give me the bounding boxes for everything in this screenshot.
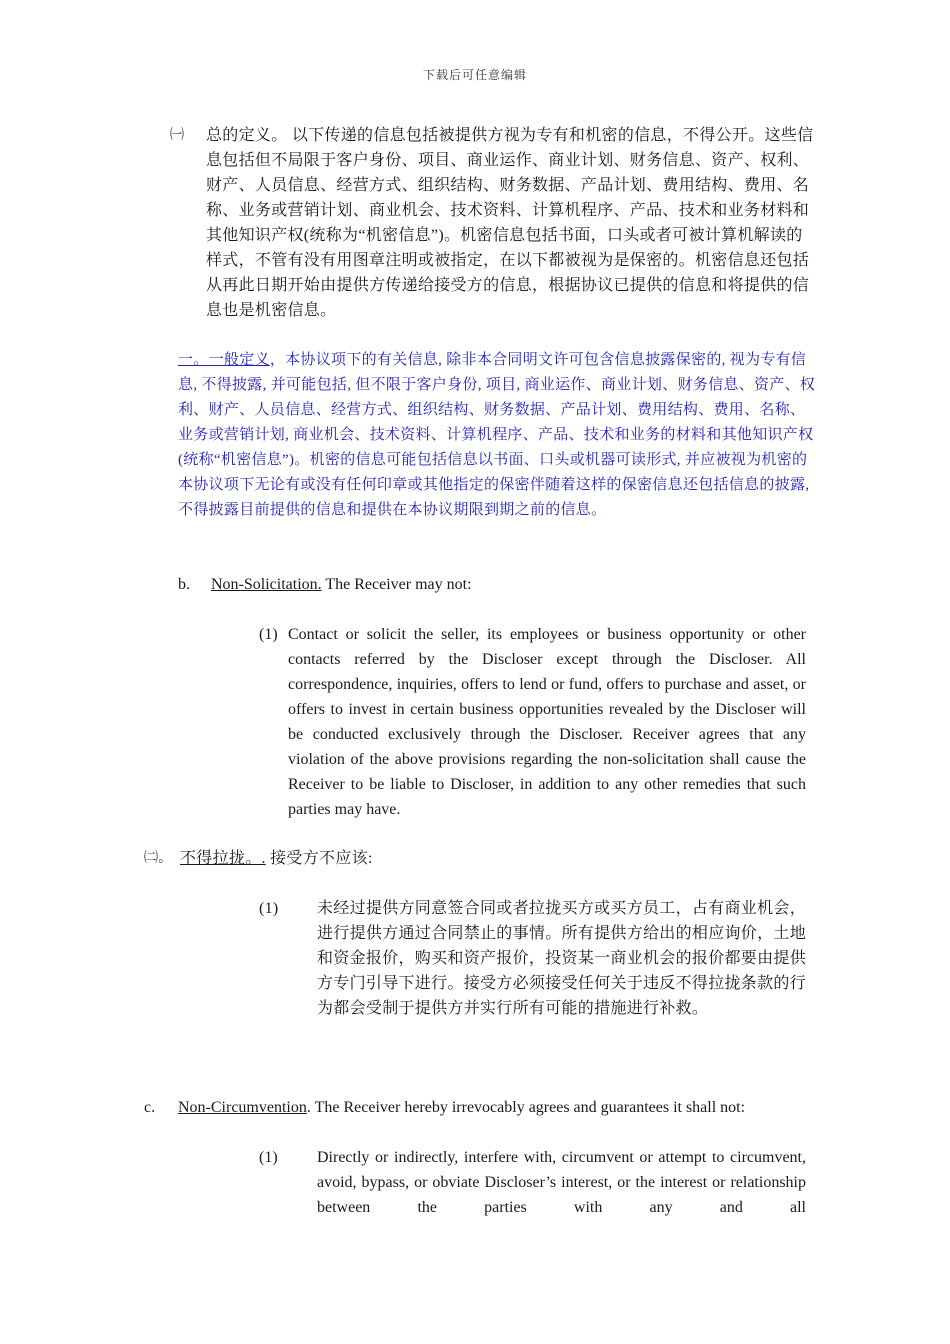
section-marker: ㈠ <box>170 128 185 143</box>
item-marker: (1) <box>259 626 278 643</box>
section-general-definition <box>0 123 950 323</box>
section-non-solicitation <box>0 572 950 602</box>
section-marker: c. <box>144 1099 156 1116</box>
section-marker: ㈡。 <box>144 851 173 866</box>
section-body: ，本协议项下的有关信息, 除非本合同明文许可包含信息披露保密的, 视为专有信息, 不得披露, 并可能包括, 但不限于客户身份, 项目, 商业运作、商业计划、财务信息、资产、权利、财产、人员信息、经营方式、组织结构、财务数据、产品计划、费用结构、费用、名称、业务或营销计划, 商业机会、技术资料、计算机程序、产品、技术和业务的材料和其他知识产权(统称“机密信息”)。机密的信息可能包括信息以书面、口头或机器可读形式, 并应被视为机密的本协议项下无论有或没有任何印章或其他指定的保密伴随着这样的保密信息还包括信息的披露, 不得披露目前提供的信息和提供在本协议期限到期之前的信息。 <box>178 352 816 518</box>
section-title: 不得拉拢。. <box>180 850 266 867</box>
list-item <box>0 896 950 1056</box>
section-title: 总的定义。 <box>206 127 288 144</box>
section-lead: The Receiver may not: <box>321 576 472 593</box>
section-marker: b. <box>178 576 190 593</box>
item-marker: (1) <box>259 1149 278 1166</box>
section-title: 一。一般定义 <box>178 352 270 368</box>
section-non-solicitation-cn <box>0 846 950 876</box>
item-text: Contact or solicit the seller, its employees or business opportunity or other contacts referred by the Discloser except through the Discloser. All correspondence, inquiries, offers to lend or fund, offers to purchase and asset, or offers to invest in certain business opportunities revealed by the Discloser will be conducted exclusively through the Discloser. Receiver agrees that any violation of the above provisions regarding the non-solicitation shall cause the Receiver to be liable to Discloser, in addition to any other remedies that such parties may have. <box>288 626 806 818</box>
item-marker: (1) <box>259 900 279 917</box>
section-lead: 接受方不应该: <box>265 850 373 867</box>
section-body: 以下传递的信息包括被提供方视为专有和机密的信息，不得公开。这些信息包括但不局限于客户身份、项目、商业运作、商业计划、财务信息、资产、权利、财产、人员信息、经营方式、组织结构、财务数据、产品计划、费用结构、费用、名称、业务或营销计划、商业机会、技术资料、计算机程序、产品、技术和业务材料和其他知识产权(统称为“机密信息”)。机密信息包括书面，口头或者可被计算机解读的样式，不管有没有用图章注明或被指定，在以下都被视为是保密的。机密信息还包括从再此日期开始由提供方传递给接受方的信息，根据协议已提供的信息和将提供的信息也是机密信息。 <box>206 127 814 319</box>
section-title: Non-Circumvention <box>178 1099 307 1116</box>
section-general-definition-alt <box>178 348 818 548</box>
item-text: 未经过提供方同意签合同或者拉拢买方或买方员工，占有商业机会，进行提供方通过合同禁止的事情。所有提供方给出的相应询价，土地和资金报价，购买和资产报价，投资某一商业机会的报价都要由提供方专门引导下进行。接受方必须接受任何关于违反不得拉拢条款的行为都会受制于提供方并实行所有可能的措施进行补救。 <box>317 900 807 1017</box>
item-text: Directly or indirectly, interfere with, circumvent or attempt to circumvent, avoid, bypass, or obviate Discloser’s interest, or the interest or relationship between the parties with any and all <box>317 1149 806 1216</box>
section-title: Non-Solicitation. <box>211 576 322 593</box>
list-item <box>0 622 950 822</box>
list-item <box>0 1145 950 1225</box>
page-header: 下载后可任意编辑 <box>422 68 527 82</box>
section-lead: . The Receiver hereby irrevocably agrees and guarantees it shall not: <box>306 1099 746 1116</box>
section-non-circumvention <box>0 1095 950 1125</box>
